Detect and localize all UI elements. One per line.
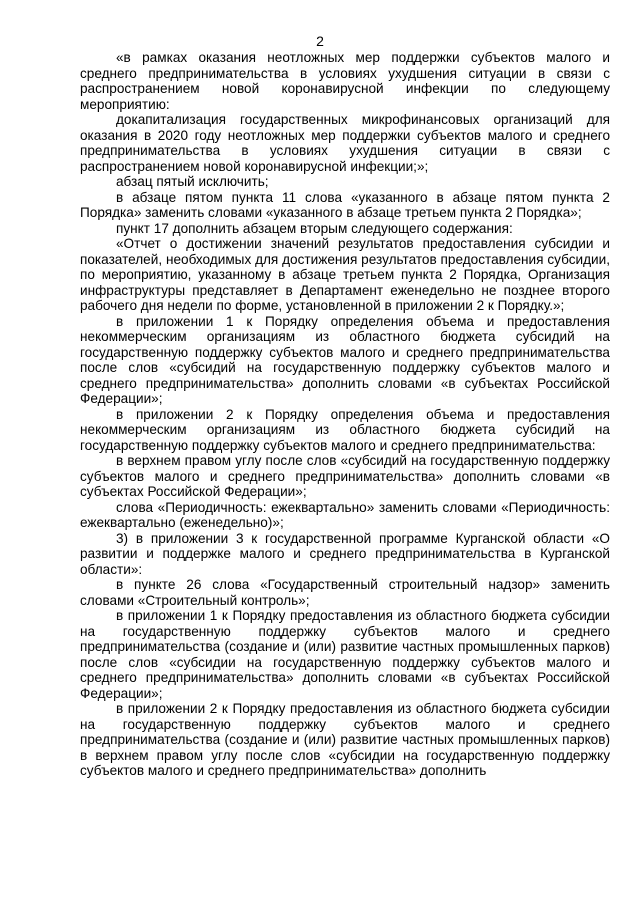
paragraph: слова «Периодичность: ежеквартально» заменить словами «Периодичность: ежеквартально (еженедельно)»;	[80, 499, 610, 530]
paragraph: абзац пятый исключить;	[116, 174, 269, 189]
paragraph: «Отчет о достижении значений результатов предоставления субсидии и показателей, необходимых для достижения результатов предоставления субсидии, по мероприятию, указанному в абзаце третьем пункта 2 Порядка, Организация инфраструктуры представляет в Департамент еженедельно не позднее второго рабочего дня недели по форме, установленной в приложении 2 к Порядку.»;	[80, 236, 610, 313]
document-body	[80, 50, 610, 779]
paragraph: в приложении 2 к Порядку предоставления из областного бюджета субсидии на государственную поддержку субъектов малого и среднего предпринимательства (создание и (или) развитие частных промышленных парков) в верхнем правом углу после слов «субсидии на государственную поддержку субъектов малого и среднего предпринимательства» дополнить	[80, 701, 610, 778]
paragraph: 3) в приложении 3 к государственной программе Курганской области «О развитии и поддержке малого и среднего предпринимательства в Курганской области»:	[80, 530, 610, 577]
paragraph: «в рамках оказания неотложных мер поддержки субъектов малого и среднего предпринимательства в условиях ухудшения ситуации в связи с распространением новой коронавирусной инфекции по следующему мероприятию:	[80, 50, 610, 112]
paragraph: в абзаце пятом пункта 11 слова «указанного в абзаце пятом пункта 2 Порядка» заменить словами «указанного в абзаце третьем пункта 2 Порядка»;	[80, 189, 610, 220]
paragraph: в приложении 1 к Порядку предоставления из областного бюджета субсидии на государственную поддержку субъектов малого и среднего предпринимательства (создание и (или) развитие частных промышленных парков) после слов «субсидии на государственную поддержку субъектов малого и среднего предпринимательства» дополнить словами «в субъектах Российской Федерации»;	[80, 608, 610, 701]
paragraph: пункт 17 дополнить абзацем вторым следующего содержания:	[116, 220, 513, 236]
page-number: 2	[316, 33, 324, 49]
paragraph: в приложении 1 к Порядку определения объема и предоставления некоммерческим организациям из областного бюджета субсидий на государственную поддержку субъектов малого и среднего предпринимательства после слов «субсидий на государственную поддержку субъектов малого и среднего предпринимательства» дополнить словами «в субъектах Российской Федерации»;	[80, 313, 610, 406]
paragraph: в пункте 26 слова «Государственный строительный надзор» заменить словами «Строительный контроль»;	[80, 577, 610, 608]
paragraph: в верхнем правом углу после слов «субсидий на государственную поддержку субъектов малого и среднего предпринимательства» дополнить словами «в субъектах Российской Федерации»;	[80, 453, 610, 499]
paragraph: в приложении 2 к Порядку определения объема и предоставления некоммерческим организациям из областного бюджета субсидий на государственную поддержку субъектов малого и среднего предпринимательства:	[80, 406, 610, 453]
paragraph: докапитализация государственных микрофинансовых организаций для оказания в 2020 году неотложных мер поддержки субъектов малого и среднего предпринимательства в условиях ухудшения ситуации в связи с распространением новой коронавирусной инфекции;»;	[80, 112, 610, 174]
